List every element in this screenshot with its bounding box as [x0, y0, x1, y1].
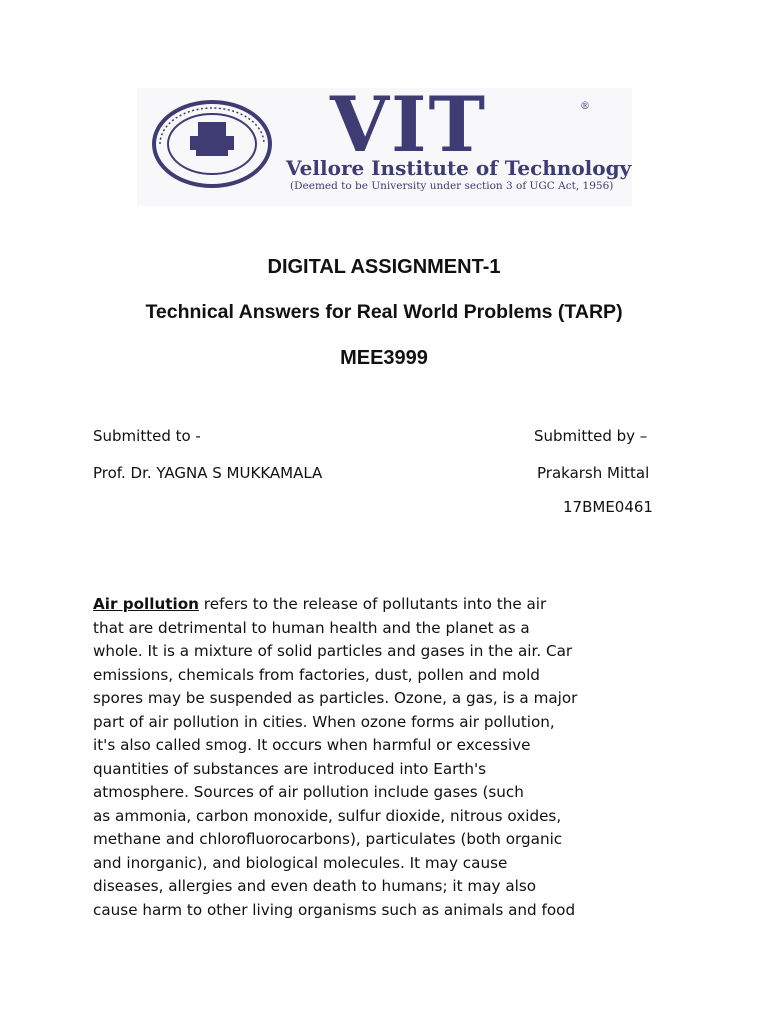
submitted-to-name: Prof. Dr. YAGNA S MUKKAMALA	[93, 464, 323, 482]
registration-number: 17BME0461	[563, 498, 653, 516]
vit-seal-logo	[150, 98, 274, 190]
course-name: Technical Answers for Real World Problems (TARP)	[145, 301, 623, 323]
air-pollution-term: Air pollution	[93, 595, 199, 613]
submitted-by-name: Prakarsh Mittal	[537, 464, 650, 482]
submitted-by-label: Submitted by –	[534, 427, 648, 445]
submitted-to-label: Submitted to -	[93, 427, 201, 445]
assignment-title: DIGITAL ASSIGNMENT-1	[267, 256, 501, 278]
institute-name: Vellore Institute of Technology	[286, 156, 632, 180]
vit-wordmark: VIT	[330, 80, 488, 169]
institute-status: (Deemed to be University under section 3 of UGC Act, 1956)	[290, 180, 614, 192]
body-paragraph	[93, 593, 693, 922]
body-paragraph-text: refers to the release of pollutants into the air that are detrimental to human health and the planet as a whole. It is a mixture of solid particles and gases in the air. Car emissions, chemicals from factories, dust, pollen and mold spores may be suspended as particles. Ozone, a gas, is a major part of air pollution in cities. When ozone forms air pollution, it's also called smog. It occurs when harmful or excessive quantities of substances are introduced into Earth's atmosphere. Sources of air pollution include gases (such as ammonia, carbon monoxide, sulfur dioxide, nitrous oxides, methane and chlorofluorocarbons), particulates (both organic and inorganic), and biological molecules. It may cause diseases, allergies and even death to humans; it may also cause harm to other living organisms such as animals and food	[93, 595, 578, 919]
course-code: MEE3999	[340, 347, 428, 369]
registered-mark: ®	[580, 101, 590, 112]
